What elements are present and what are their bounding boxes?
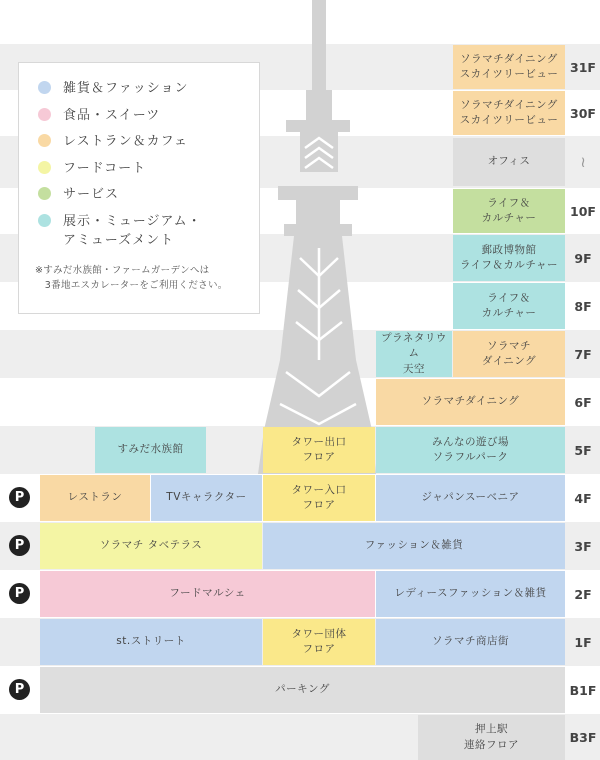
block-1f-shotengai[interactable]: ソラマチ商店街 (376, 619, 565, 665)
parking-icon-3f: P (9, 535, 30, 556)
block-7f-solamachi-dining[interactable]: ソラマチ ダイニング (453, 331, 565, 377)
block-6f-solamachi-dining[interactable]: ソラマチダイニング (376, 379, 565, 425)
legend-dot-food (38, 108, 51, 121)
floor-label-2f: 2F (574, 586, 592, 602)
legend-label: サービス (63, 187, 120, 202)
floor-label-b3f: B3F (569, 729, 597, 745)
floor-label-8f: 8F (574, 298, 592, 314)
legend-item-fashion (35, 79, 259, 106)
legend-dot-food-court (38, 161, 51, 174)
block-5f-tower-exit[interactable]: タワー出口 フロア (263, 427, 375, 473)
legend-item-food (35, 106, 259, 133)
legend-label: 食品・スイーツ (63, 107, 161, 123)
block-5f-sumida-aquarium[interactable]: すみだ水族館 (95, 427, 206, 473)
legend-label: フードコート (63, 160, 147, 176)
floor-label-31f: 31F (570, 59, 596, 75)
legend-label: 雑貨＆ファッション (63, 81, 189, 96)
floor-label-7f: 7F (574, 346, 592, 362)
block-1f-st-street[interactable]: st.ストリート (40, 619, 262, 665)
legend-dot-exhibit (38, 214, 51, 227)
legend-dot-service (38, 187, 51, 200)
block-3f-fashion-goods[interactable]: ファッション＆雑貨 (263, 523, 565, 569)
block-4f-japan-souvenir[interactable]: ジャパンスーベニア (376, 475, 565, 521)
floor-label-30f: 30F (570, 105, 596, 121)
floor-label-9f: 9F (574, 250, 592, 266)
block-7f-planetarium[interactable]: プラネタリウム 天空 (376, 331, 452, 377)
floor-label-6f: 6F (574, 394, 592, 410)
legend-label: 展示・ミュージアム・ アミューズメント (63, 213, 202, 248)
floor-label-1f: 1F (574, 634, 592, 650)
block-1f-tower-group[interactable]: タワー団体 フロア (263, 619, 375, 665)
block-b3f-oshiage-station[interactable]: 押上駅 連絡フロア (418, 715, 565, 760)
floor-label-4f: 4F (574, 490, 592, 506)
floor-gap-symbol: ≀ (580, 153, 586, 171)
block-4f-tv-character[interactable]: TVキャラクター (151, 475, 262, 521)
block-10f-life-culture[interactable]: ライフ＆ カルチャー (453, 189, 565, 233)
legend-item-exhibit (35, 212, 259, 257)
floor-label-b1f: B1F (569, 682, 597, 698)
block-30f-dining-skytree-view[interactable]: ソラマチダイニング スカイツリービュー (453, 91, 565, 135)
block-b1f-parking[interactable]: パーキング (40, 667, 565, 713)
floor-label-5f: 5F (574, 442, 592, 458)
block-8f-life-culture[interactable]: ライフ＆ カルチャー (453, 283, 565, 329)
block-2f-food-marche[interactable]: フードマルシェ (40, 571, 375, 617)
legend-label: レストラン＆カフェ (63, 134, 188, 149)
block-2f-ladies-fashion[interactable]: レディースファッション＆雑貨 (376, 571, 565, 617)
block-4f-restaurant[interactable]: レストラン (40, 475, 150, 521)
legend-dot-restaurant (38, 134, 51, 147)
block-31f-dining-skytree-view[interactable]: ソラマチダイニング スカイツリービュー (453, 45, 565, 89)
legend-dot-fashion (38, 81, 51, 94)
legend-note: ※すみだ水族館・ファームガーデンへは 3番地エスカレーターをご利用ください。 (35, 264, 228, 291)
floor-label-10f: 10F (570, 203, 596, 219)
block-office[interactable]: オフィス (453, 138, 565, 186)
legend-panel (18, 62, 260, 314)
block-9f-postal-museum[interactable]: 郵政博物館 ライフ＆カルチャー (453, 235, 565, 281)
parking-icon-4f: P (9, 487, 30, 508)
floor-label-3f: 3F (574, 538, 592, 554)
legend-item-restaurant (35, 132, 259, 159)
block-5f-solaful-park[interactable]: みんなの遊び場 ソラフルパーク (376, 427, 565, 473)
parking-icon-b1f: P (9, 679, 30, 700)
legend-item-food-court (35, 159, 259, 186)
parking-icon-2f: P (9, 583, 30, 604)
legend-item-service (35, 185, 259, 212)
block-4f-tower-entrance[interactable]: タワー入口 フロア (263, 475, 375, 521)
block-3f-tabe-terrace[interactable]: ソラマチ タベテラス (40, 523, 262, 569)
